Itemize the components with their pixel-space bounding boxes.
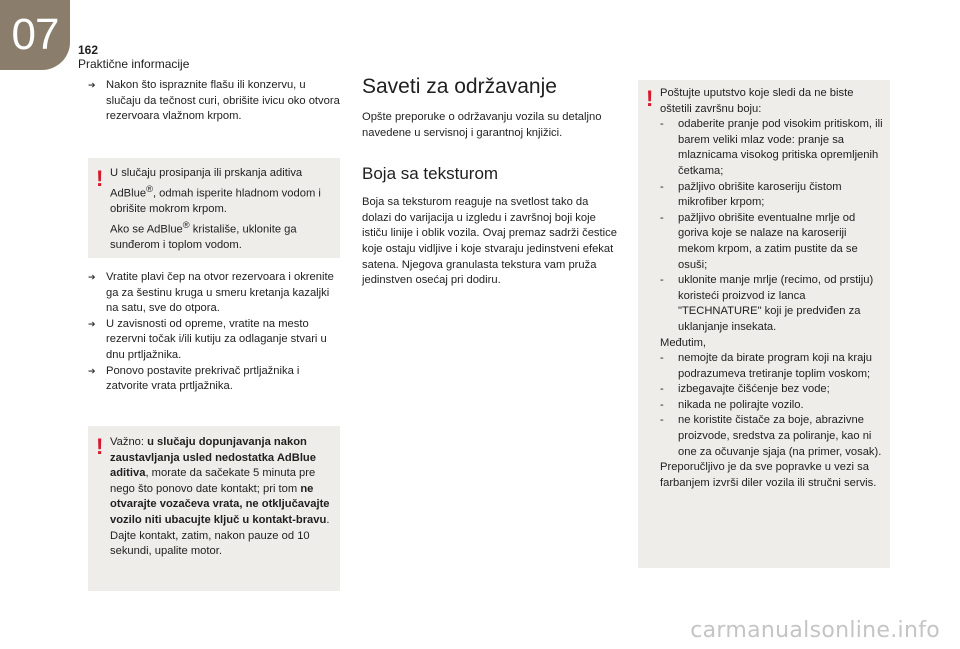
bullet-item (88, 317, 340, 364)
section-title: Saveti za održavanje (362, 75, 557, 98)
column-left (88, 78, 340, 125)
warning-text (660, 86, 886, 491)
column-middle (362, 74, 620, 289)
bullet-text: U zavisnosti od opreme, vratite na mesto rezervni točak i/ili kutiju za odlaganje stvari u dnu prtljažnika. (106, 317, 327, 361)
list-item: - pažljivo obrišite karoseriju čistom mikrofiber krpom; (660, 180, 842, 209)
bullet-item (88, 78, 340, 125)
subsection-title: Boja sa teksturom (362, 164, 499, 184)
chapter-tab (0, 0, 70, 70)
list-item: - uklonite manje mrlje (recimo, od prstiju) koristeći proizvod iz lanca "TECHNATURE" koji je predviđen za uklanjanje insekata. (660, 274, 874, 333)
paint-care-intro: Poštujte uputstvo koje sledi da ne biste oštetili završnu boju: (660, 87, 854, 115)
bullet-item (88, 364, 340, 395)
list-item: - izbegavajte čišćenje bez vode; (660, 383, 830, 396)
bullet-text: Ponovo postavite prekrivač prtljažnika i zatvorite vrata prtljažnika. (106, 364, 300, 393)
list-item: - ne koristite čistače za boje, abrazivne proizvode, sredstva za poliranje, kao ni one za očuvanje sjaja (na primer, vosak). (660, 414, 882, 458)
subsection-body: Boja sa teksturom reaguje na svetlost tako da dolazi do varijacija u izgledu i završnoj boji koje ističu linije i oblik vozila. Ovaj premaz sadrži čestice koje ostaju vidljive i koje stvaraju jedinstveni efekat satena. Njegova granulasta tekstura vam pruža jedinstven osećaj pri dodiru. (362, 196, 617, 287)
arrow-bullet-icon: ➔ (88, 80, 96, 90)
list-item: - pažljivo obrišite eventualne mrlje od goriva koje se nalaze na karoseriji mekom krpom, a zatim pustite da se osuši; (660, 211, 858, 271)
warning-icon: ! (96, 166, 104, 191)
warning-box-adblue-spill (88, 158, 340, 258)
bullet-item (88, 270, 340, 317)
bullet-text: Vratite plavi čep na otvor rezervoara i okrenite ga za šestinu kruga u smeru kretanja kazaljki na satu, sve do otpora. (106, 271, 334, 315)
chapter-title: Praktične informacije (78, 57, 190, 71)
list-item: - nemojte da birate program koji na kraju podrazumeva tretiranje toplim voskom; (660, 352, 873, 380)
list-item: - odaberite pranje pod visokim pritiskom, ili barem veliki mlaz vode: pranje sa mlaznicama visokog pritiska opremljenih četkama; (660, 118, 883, 177)
warning-icon: ! (96, 434, 104, 459)
arrow-bullet-icon: ➔ (88, 272, 96, 282)
chapter-number: 07 (11, 10, 59, 59)
arrow-bullet-icon: ➔ (88, 318, 96, 329)
warning-box-paint-care (638, 80, 890, 568)
warning-text: Važno: u slučaju dopunjavanja nakon zaustavljanja usled nedostatka AdBlue aditiva, morate da sačekate 5 minuta pre nego što ponovo date kontakt; pri tom ne otvarajte vozačeva vrata, ne otključavajte vozilo niti ubacujte ključ u kontakt-bravu. Dajte kontakt, zatim, nakon pauze od 10 sekundi, upalite motor. (110, 436, 330, 558)
section-intro: Opšte preporuke o održavanju vozila su detaljno navedene u servisnoj i garantnoj knjižici. (362, 111, 602, 139)
arrow-bullet-icon: ➔ (88, 365, 96, 376)
watermark: carmanualsonline.info (690, 618, 940, 643)
paint-care-outro: Preporučljivo je da sve popravke u vezi sa farbanjem izvrši diler vozila ili stručni servis. (660, 461, 877, 489)
page-number: 162 (78, 43, 99, 57)
warning-box-refill (88, 426, 340, 591)
however-label: Međutim, (660, 336, 707, 349)
column-left-bullets (88, 270, 340, 395)
warning-text: U slučaju prosipanja ili prskanja aditiva AdBlue®, odmah isperite hladnom vodom i obrišite mokrom krpom. Ako se AdBlue® kristališe, uklonite ga sunđerom i toplom vodom. (110, 167, 321, 251)
bullet-text: Nakon što ispraznite flašu ili konzervu, u slučaju da tečnost curi, obrišite ivicu oko otvora rezervoara vlažnom krpom. (106, 79, 340, 123)
list-item: - nikada ne polirajte vozilo. (660, 398, 804, 411)
warning-icon: ! (646, 86, 654, 111)
